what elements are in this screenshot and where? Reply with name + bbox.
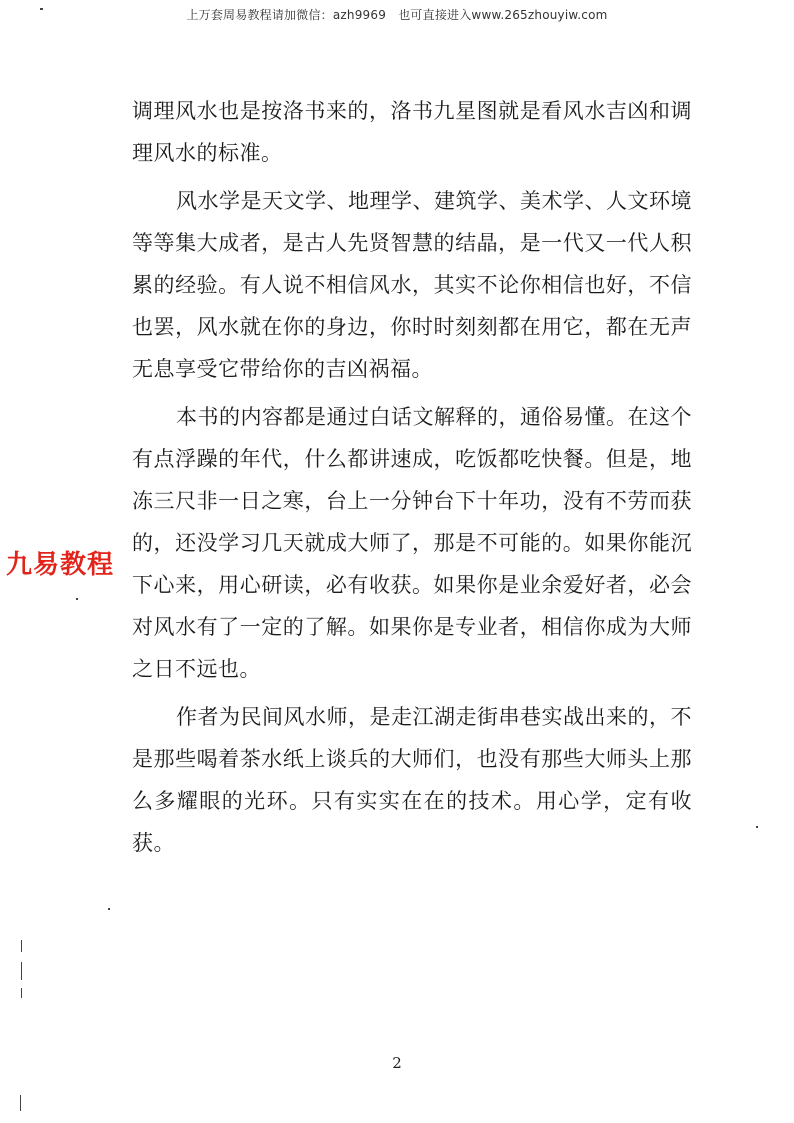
paragraph: 风水学是天文学、地理学、建筑学、美术学、人文环境等等集大成者，是古人先贤智慧的结晶，是一代又一代人积累的经验。有人说不相信风水，其实不论你相信也好，不信也罢，风水就在你的身边，你时时刻刻都在用它，都在无声无息享受它带给你的吉凶祸福。 [132, 189, 692, 381]
scan-artifact [20, 1095, 21, 1111]
scan-artifact [76, 598, 78, 600]
scan-artifact [40, 8, 43, 10]
page-number: 2 [392, 1054, 402, 1072]
paragraph: 本书的内容都是通过白话文解释的，通俗易懂。在这个有点浮躁的年代，什么都讲速成，吃饭都吃快餐。但是，地冻三尺非一日之寒，台上一分钟台下十年功，没有不劳而获的，还没学习几天就成大师了，那是不可能的。如果你能沉下心来，用心研读，必有收获。如果你是业余爱好者，必会对风水有了一定的了解。如果你是专业者，相信你成为大师之日不远也。 [132, 405, 692, 681]
scan-artifact [108, 908, 110, 910]
scan-artifact [21, 940, 22, 952]
body-text [132, 90, 692, 870]
header-watermark: 上万套周易教程请加微信：azh9969 也可直接进入www.265zhouyiw.com [186, 8, 608, 22]
side-watermark-logo: 九易教程 [4, 544, 116, 581]
paragraph: 作者为民间风水师，是走江湖走街串巷实战出来的，不是那些喝着茶水纸上谈兵的大师们，也没有那些大师头上那么多耀眼的光环。只有实实在在的技术。用心学，定有收获。 [132, 705, 692, 855]
scan-artifact [756, 826, 758, 828]
paragraph: 调理风水也是按洛书来的，洛书九星图就是看风水吉凶和调理风水的标准。 [132, 99, 692, 165]
scan-artifact [21, 988, 22, 998]
scan-artifact [21, 962, 22, 980]
